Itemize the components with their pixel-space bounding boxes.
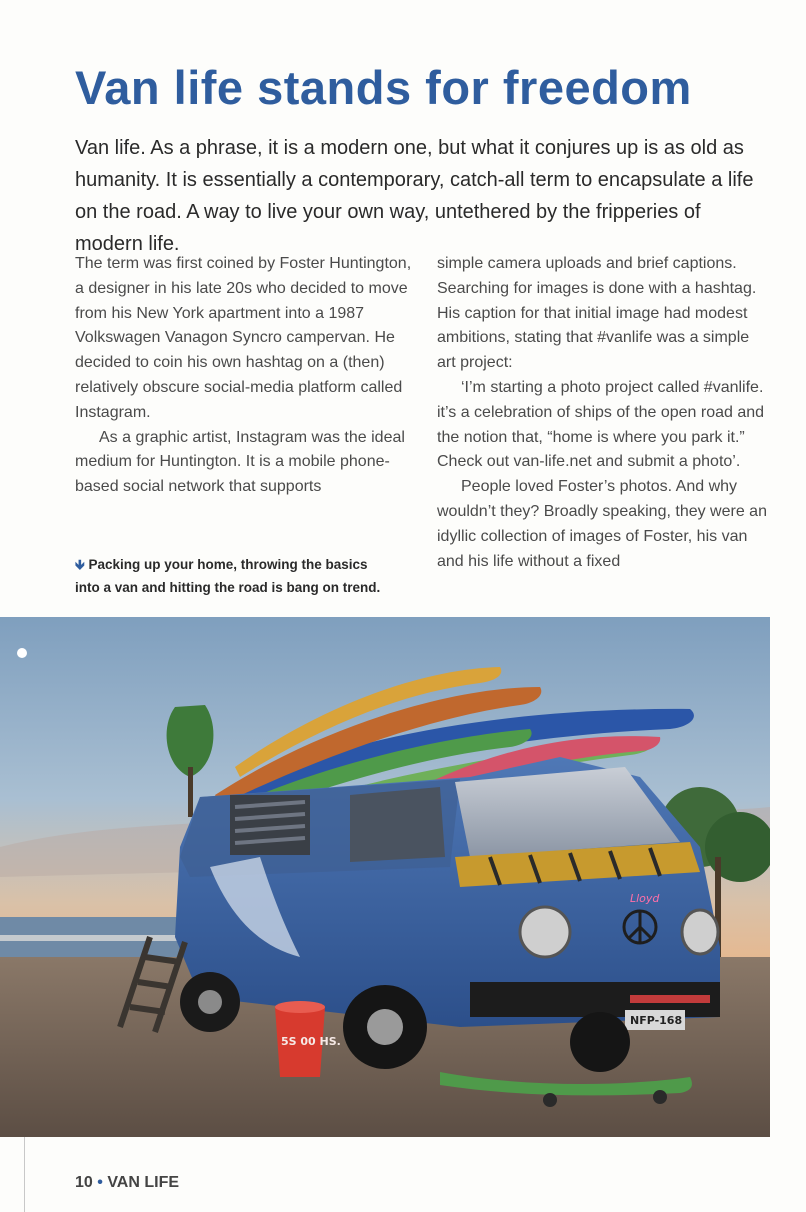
- van-photo: [0, 617, 770, 1137]
- page-footer: [75, 1174, 179, 1192]
- headlight: [682, 910, 718, 954]
- body-paragraph: simple camera uploads and brief captions. Searching for images is done with a hashtag. His caption for that initial image had modest ambitions, stating that #vanlife was a simple art project:: [437, 255, 757, 372]
- body-column-right: [437, 252, 767, 574]
- surf: [0, 935, 200, 941]
- side-window: [350, 787, 445, 862]
- article-title: Van life stands for freedom: [75, 61, 692, 114]
- page-number: 10: [75, 1174, 93, 1191]
- body-paragraph: The term was first coined by Foster Huntington, a designer in his late 20s who decided to move from his New York apartment into a 1987 Volkswagen Vanagon Syncro campervan. He decided to coin his own hashtag on a (then) relatively obscure social-media platform called Instagram.: [75, 255, 412, 421]
- van: [175, 757, 720, 1030]
- photo-caption-text: Packing up your home, throwing the basics into a van and hitting the road is bang on trend.: [75, 557, 381, 595]
- article-intro: Van life. As a phrase, it is a modern one, but what it conjures up is as old as humanity. It is essentially a contemporary, catch-all term to encapsulate a life on the road. A way to live your own way, untethered by the fripperies of modern life.: [75, 137, 754, 255]
- van-badge: Lloyd: [630, 892, 660, 905]
- sun: [17, 648, 27, 658]
- body-paragraph-quote: ‘I’m starting a photo project called #vanlife. it’s a celebration of ships of the open road and the notion that, “home is where you park it.” Check out van-life.net and submit a photo’.: [437, 378, 765, 471]
- footer-separator: •: [97, 1174, 103, 1191]
- license-plate-text: NFP-168: [630, 1014, 683, 1027]
- bucket-text: 5S 00 HS.: [281, 1035, 341, 1048]
- section-name: VAN LIFE: [107, 1174, 180, 1191]
- body-column-left: [75, 252, 415, 500]
- headlight: [520, 907, 570, 957]
- arrow-down-icon: 🡻: [75, 557, 85, 572]
- body-paragraph: As a graphic artist, Instagram was the ideal medium for Huntington. It is a mobile phone-based social network that supports: [75, 428, 405, 496]
- photo-caption: [75, 553, 395, 599]
- turn-signal: [630, 995, 710, 1003]
- body-paragraph: People loved Foster’s photos. And why wouldn’t they? Broadly speaking, they were an idyllic collection of images of Foster, his van and his life without a fixed: [437, 478, 767, 570]
